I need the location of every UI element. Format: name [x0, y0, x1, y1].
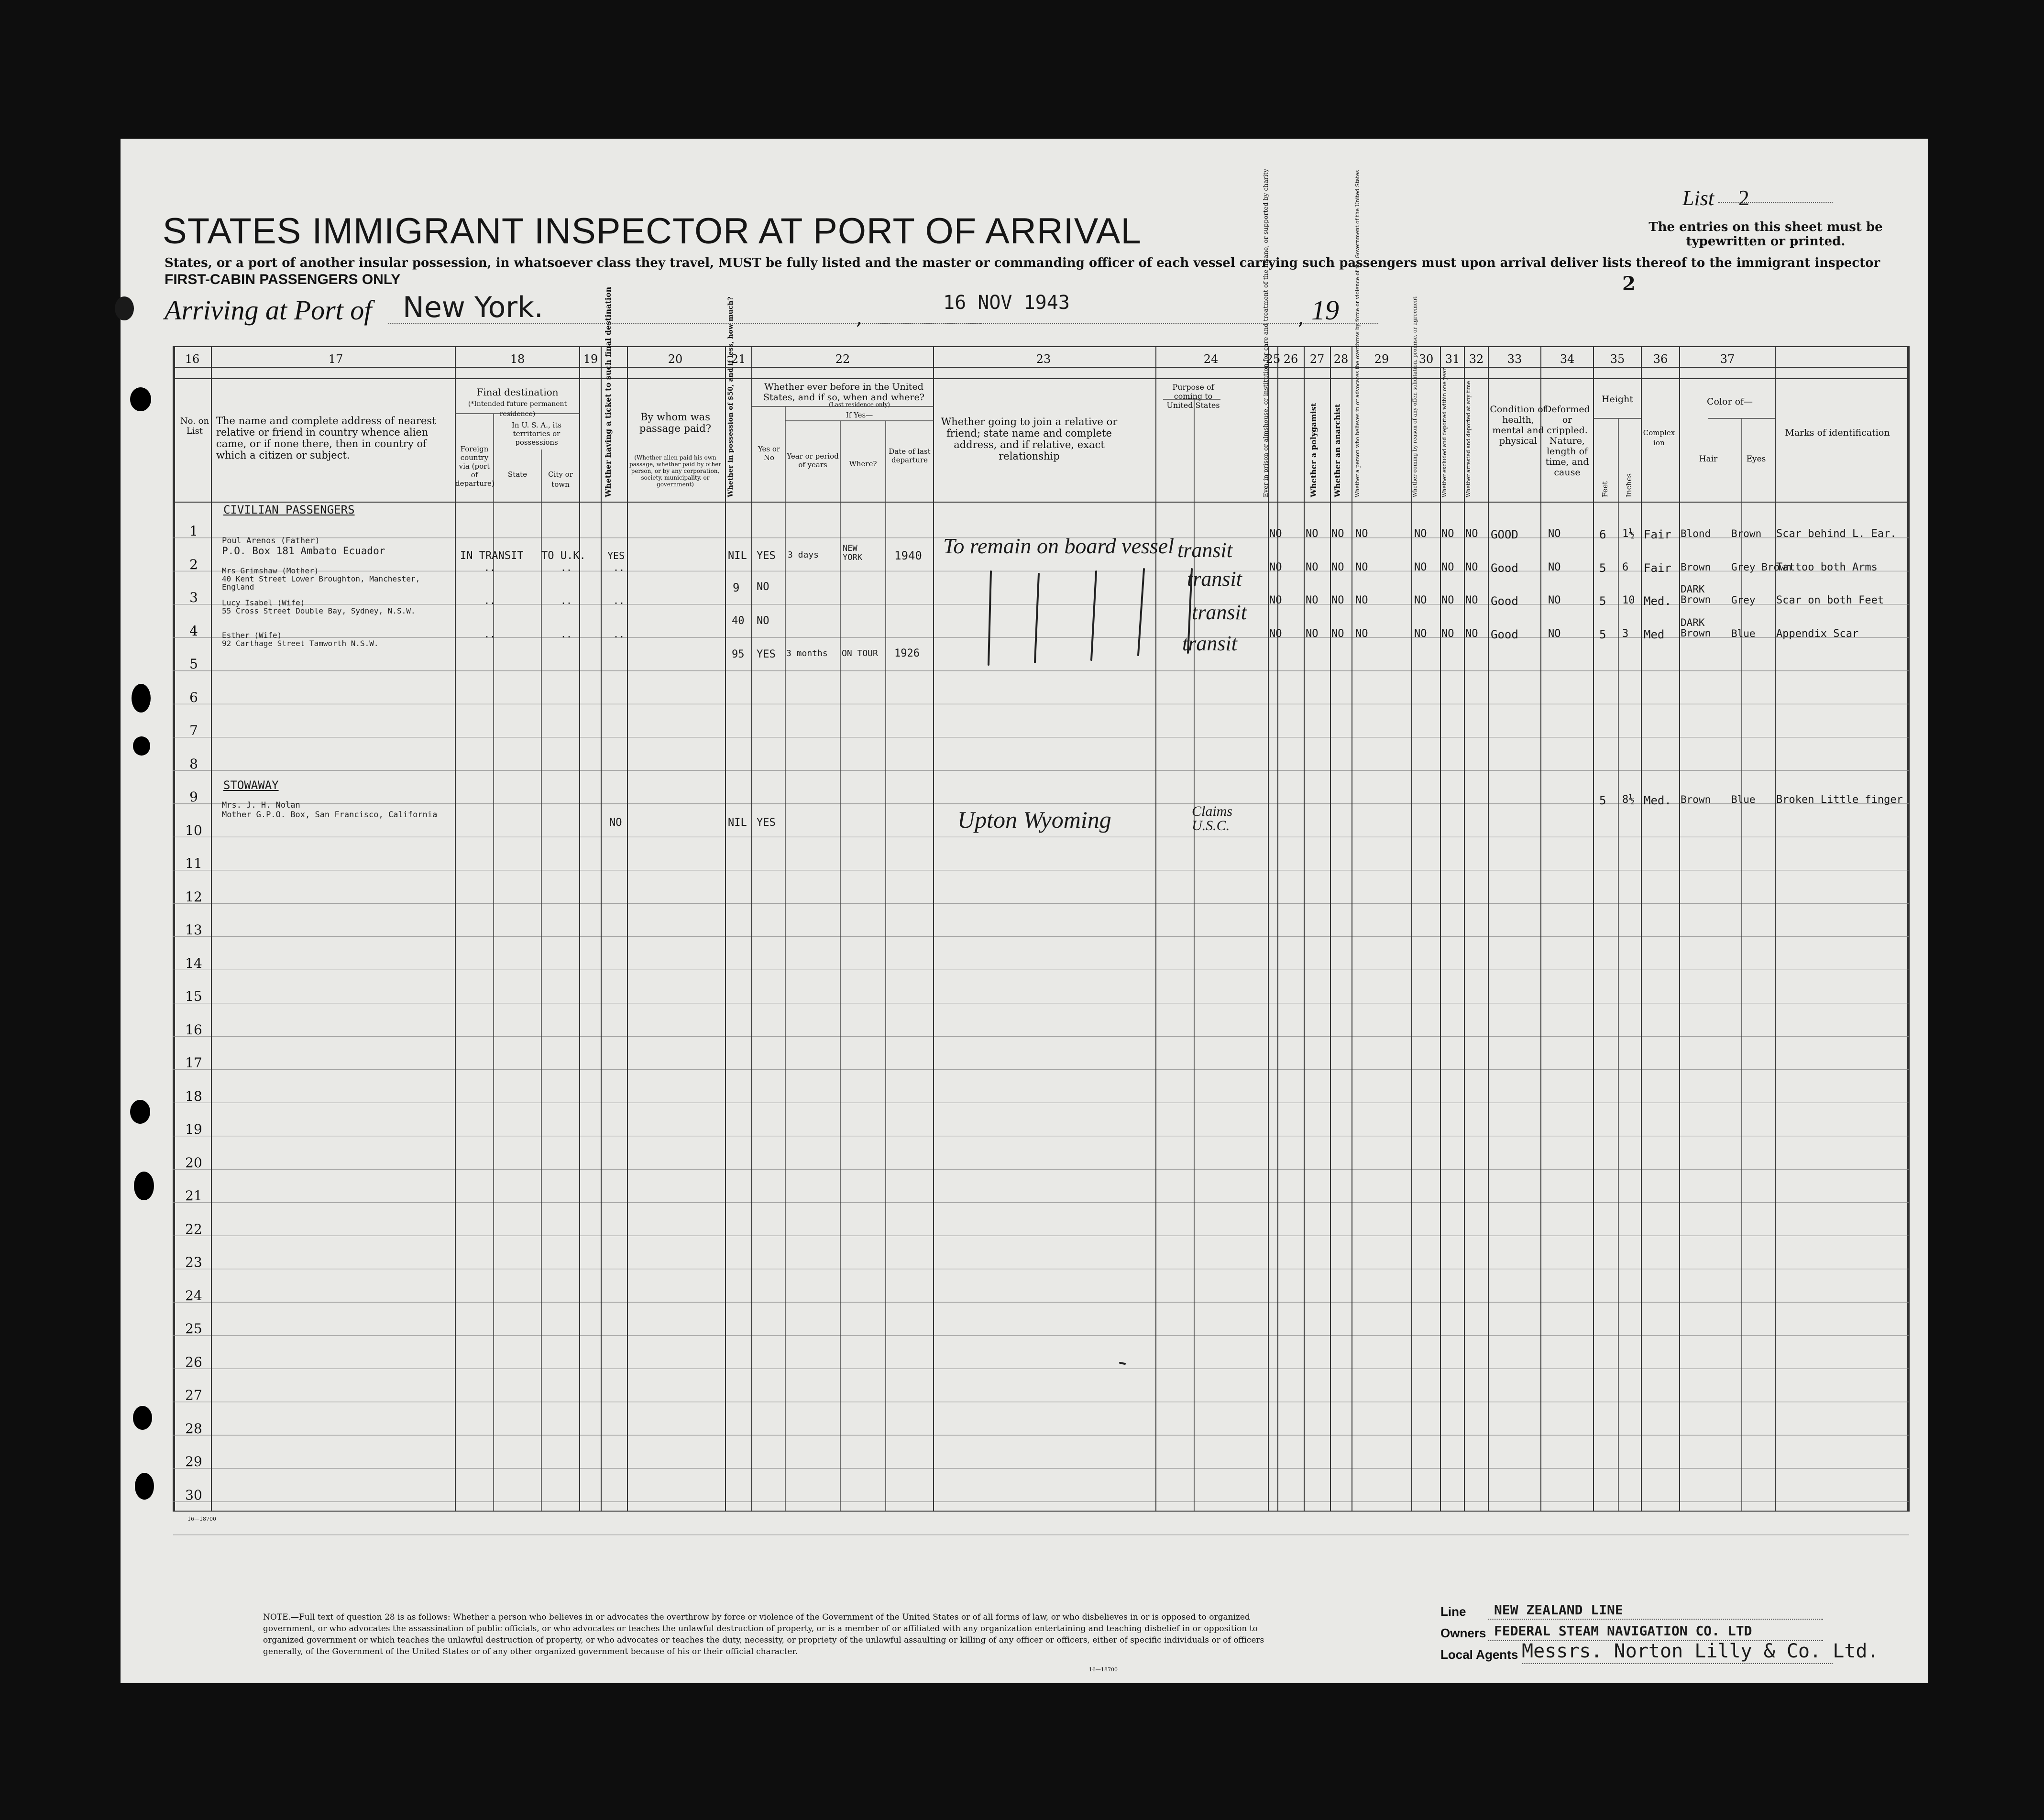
- row-marks-value: Scar behind L. Ear.: [1776, 528, 1897, 540]
- row-number: 19: [185, 1121, 202, 1137]
- column-number: 20: [668, 352, 683, 366]
- line-label: Line: [1440, 1604, 1466, 1619]
- col-31-header: Whether arrested and deported at any time: [1465, 381, 1472, 497]
- comma-1: ,: [856, 307, 862, 329]
- row-number: 4: [189, 623, 198, 639]
- row4-before: YES: [757, 648, 776, 660]
- row-inches-value: 10: [1622, 594, 1635, 606]
- row-complexion-value: Fair: [1644, 528, 1671, 541]
- col-17-header: The name and complete address of nearest relative or friend in country whence alien came, or if none there, then in country of which a citizen or subject.: [216, 415, 436, 461]
- comma-2: ,: [1298, 307, 1304, 329]
- row-number: 6: [189, 689, 198, 705]
- row-c25-value: NO: [1269, 627, 1282, 640]
- ditto-mark: ..: [613, 561, 625, 573]
- list-label-text: List: [1682, 186, 1714, 210]
- col-21-header: Whether in possession of $50, and if less, how much?: [727, 296, 735, 497]
- column-number: 29: [1374, 352, 1389, 366]
- row-c30-value: NO: [1441, 561, 1454, 573]
- row-c29-value: NO: [1414, 528, 1427, 540]
- line-dotline: [1488, 1619, 1823, 1620]
- col-18-city: City or town: [548, 470, 573, 489]
- row-health-value: GOOD: [1491, 528, 1518, 541]
- column-number: 16: [185, 352, 200, 366]
- row-number: 30: [185, 1487, 202, 1503]
- row-health-value: Good: [1491, 627, 1518, 641]
- form-code-bottom: 16—18700: [1089, 1667, 1118, 1673]
- col-23-header: Whether going to join a relative or friend; state name and complete address, and if relative, exact relationship: [941, 416, 1118, 462]
- row-c27-value: NO: [1331, 528, 1344, 540]
- row9-ticket: NO: [609, 817, 622, 829]
- row-hair-value: DARK Brown: [1681, 616, 1711, 639]
- column-number: 19: [583, 352, 598, 366]
- row1-where: NEW YORK: [843, 544, 862, 562]
- arrival-date: 16 NOV 1943: [943, 292, 1070, 314]
- col-18-note: (*Intended future permanent residence): [468, 400, 567, 418]
- row4-purpose: transit: [1182, 632, 1237, 655]
- row1-city: TO U.K.: [541, 550, 586, 562]
- col-24-header: Purpose of coming to United States: [1166, 383, 1220, 410]
- col-22-ifyes: If Yes—: [846, 411, 873, 419]
- column-number: 31: [1445, 352, 1460, 366]
- row-c27-value: NO: [1331, 594, 1344, 606]
- row-number: 5: [189, 656, 198, 672]
- row9-relative: Mrs. J. H. Nolan: [222, 800, 300, 810]
- row-c28-value: NO: [1355, 627, 1368, 640]
- row-number: 25: [185, 1321, 202, 1337]
- row-eyes-value: Brown: [1731, 528, 1762, 539]
- row-number: 12: [185, 888, 202, 905]
- row-feet-value: 6: [1599, 528, 1606, 541]
- binder-hole: [132, 684, 151, 713]
- column-number: 32: [1469, 352, 1484, 366]
- row4-departure: 1926: [894, 647, 920, 659]
- row-health-value: Good: [1491, 594, 1518, 608]
- row-number: 22: [185, 1221, 202, 1237]
- binder-hole: [134, 1172, 154, 1200]
- row-c31-value: NO: [1465, 594, 1478, 606]
- form-code-left: 16—18700: [187, 1516, 216, 1522]
- row4-money: 95: [732, 648, 745, 660]
- column-number: 26: [1283, 352, 1298, 366]
- row-inches-value: 1½: [1622, 528, 1635, 540]
- col-18-usa: In U. S. A., its territories or possessions: [511, 421, 562, 447]
- row-deformed-value: NO: [1548, 627, 1561, 640]
- col-22-period: Year or period of years: [787, 452, 839, 469]
- col-20-header: By whom was passage paid?: [639, 411, 711, 434]
- row-number: 9: [189, 789, 198, 805]
- row-number: 11: [185, 855, 202, 871]
- row-number: 18: [185, 1088, 202, 1104]
- year-label: 19: [1311, 295, 1339, 326]
- row4-address: 92 Carthage Street Tamworth N.S.W.: [222, 639, 379, 648]
- row-c27-value: NO: [1331, 627, 1344, 640]
- col-36-eyes: Eyes: [1746, 454, 1766, 464]
- row-number: 7: [189, 723, 198, 738]
- row-c29-value: NO: [1414, 627, 1427, 640]
- ditto-mark: ..: [484, 561, 496, 573]
- row-c27-value: NO: [1331, 561, 1344, 573]
- ditto-mark: ..: [560, 595, 572, 606]
- manifest-sheet: [121, 139, 1928, 1683]
- agents-value: Messrs. Norton Lilly & Co. Ltd.: [1522, 1640, 1879, 1662]
- row-number: 16: [185, 1021, 202, 1038]
- binder-hole: [133, 736, 150, 756]
- row1-departure: 1940: [894, 549, 922, 562]
- col-36-header: Color of—: [1706, 396, 1753, 407]
- row-hair-value: Blond: [1681, 528, 1711, 539]
- row2-address: 40 Kent Street Lower Broughton, Manchester, England: [222, 574, 420, 592]
- row-hair-value: DARK Brown: [1681, 583, 1711, 605]
- row-inches-value: 3: [1622, 627, 1629, 640]
- row-number: 1: [189, 523, 198, 539]
- row-number: 23: [185, 1254, 202, 1270]
- col-26-header: Whether a polygamist: [1309, 403, 1318, 497]
- row-number: 8: [189, 756, 198, 772]
- row-inches-value: 8½: [1622, 794, 1635, 806]
- row-complexion-value: Fair: [1644, 561, 1671, 575]
- row-c30-value: NO: [1441, 627, 1454, 640]
- col-18-state: State: [507, 470, 527, 479]
- row-hair-value: Brown: [1681, 794, 1711, 805]
- row-eyes-value: Blue: [1731, 794, 1756, 805]
- row-c30-value: NO: [1441, 528, 1454, 540]
- row9-money: NIL: [728, 817, 747, 829]
- agents-dotline: [1522, 1663, 1833, 1664]
- binder-hole: [133, 1406, 152, 1430]
- row3-relative: Lucy Isabel (Wife): [222, 598, 305, 607]
- typed-note: The entries on this sheet must be typewritten or printed.: [1648, 220, 1883, 249]
- col-37-header: Marks of identification: [1785, 428, 1890, 438]
- row-c29-value: NO: [1414, 594, 1427, 606]
- section-civilian: CIVILIAN PASSENGERS: [223, 503, 355, 516]
- col-36-hair: Hair: [1699, 454, 1718, 464]
- row-number: 10: [185, 822, 202, 838]
- section-stowaway: STOWAWAY: [223, 778, 279, 792]
- binder-hole: [130, 1100, 150, 1124]
- binder-hole: [130, 387, 151, 411]
- column-number: 22: [835, 352, 850, 366]
- owners-value: FEDERAL STEAM NAVIGATION CO. LTD: [1494, 1623, 1752, 1639]
- row1-purpose: transit: [1177, 538, 1232, 562]
- column-number: 21: [731, 352, 746, 366]
- col-22-note: (Last residence only): [829, 401, 890, 408]
- row-deformed-value: NO: [1548, 594, 1561, 606]
- row-complexion-value: Med.: [1644, 794, 1671, 807]
- ditto-mark: ..: [560, 561, 572, 573]
- col-35-header: Complexion: [1643, 428, 1675, 447]
- row3-money: 40: [732, 615, 745, 627]
- row-number: 15: [185, 988, 202, 1004]
- row3-before: NO: [757, 615, 769, 627]
- row9-before: YES: [757, 817, 776, 829]
- row-number: 17: [185, 1055, 202, 1071]
- col-22-departure: Date of last departure: [889, 447, 931, 464]
- row1-before: YES: [757, 550, 776, 562]
- arriving-label: Arriving at Port of: [165, 295, 372, 326]
- row1-foreign: IN TRANSIT: [460, 550, 524, 562]
- col-18-foreign: Foreign country via (port of departure): [455, 445, 495, 488]
- row9-joining: Upton Wyoming: [957, 806, 1111, 833]
- row4-period: 3 months: [786, 648, 828, 658]
- ditto-mark: ..: [484, 628, 496, 640]
- row-feet-value: 5: [1599, 594, 1606, 608]
- row-deformed-value: NO: [1548, 561, 1561, 573]
- owners-label: Owners: [1440, 1626, 1486, 1640]
- passenger-class-line: FIRST-CABIN PASSENGERS ONLY: [165, 272, 401, 287]
- ditto-mark: ..: [484, 595, 496, 606]
- col-20-note: (Whether alien paid his own passage, whether paid by other person, or by any corporation, society, municipality, or government): [629, 454, 722, 488]
- row-c26-value: NO: [1306, 561, 1319, 573]
- row2-before: NO: [757, 581, 769, 593]
- agents-label: Local Agents: [1440, 1647, 1518, 1662]
- row-number: 29: [185, 1454, 202, 1469]
- row9-purpose: Claims U.S.C.: [1192, 803, 1233, 833]
- row-c25-value: NO: [1269, 528, 1282, 540]
- row-marks-value: Tattoo both Arms: [1776, 561, 1878, 573]
- column-number: 30: [1418, 352, 1434, 366]
- row-c26-value: NO: [1306, 528, 1319, 540]
- row-c28-value: NO: [1355, 594, 1368, 606]
- column-number: 23: [1036, 352, 1051, 366]
- row-number: 26: [185, 1354, 202, 1370]
- col-22-header: Whether ever before in the United States, and if so, when and where?: [763, 382, 924, 403]
- row-c26-value: NO: [1306, 594, 1319, 606]
- row-eyes-value: Blue: [1731, 627, 1756, 639]
- line-value: NEW ZEALAND LINE: [1494, 1602, 1623, 1618]
- row-number: 3: [189, 590, 198, 605]
- document-subtitle: States, or a port of another insular possession, in whatsoever class they travel, MUST be fully listed and the master or commanding officer of each vessel carrying such passengers must upon arrival deliver lists thereof to the immigrant inspector: [165, 256, 1880, 270]
- row2-money: 9: [733, 581, 740, 594]
- binder-hole: [135, 1473, 154, 1500]
- row-inches-value: 6: [1622, 561, 1629, 573]
- column-number: 33: [1507, 352, 1522, 366]
- col-16-header: No. on List: [180, 416, 209, 436]
- row4-relative: Esther (Wife): [222, 631, 282, 640]
- column-number: 24: [1203, 352, 1219, 366]
- column-number: 17: [328, 352, 343, 366]
- row-feet-value: 5: [1599, 627, 1606, 641]
- row-hair-value: Brown: [1681, 561, 1711, 573]
- row-feet-value: 5: [1599, 794, 1606, 807]
- port-of-arrival: New York.: [403, 291, 543, 324]
- col-34-feet: Feet: [1601, 481, 1609, 497]
- handwritten-strokes: [121, 139, 1928, 1683]
- ditto-mark: ..: [613, 595, 625, 606]
- row-c28-value: NO: [1355, 561, 1368, 573]
- row-marks-value: Appendix Scar: [1776, 627, 1859, 640]
- row-number: 2: [189, 556, 198, 572]
- ditto-mark: ..: [560, 628, 572, 640]
- row-c31-value: NO: [1465, 528, 1478, 540]
- row1-period: 3 days: [788, 550, 819, 560]
- column-number: 18: [510, 352, 525, 366]
- row-c28-value: NO: [1355, 528, 1368, 540]
- column-number: 36: [1653, 352, 1668, 366]
- footer-note: NOTE.—Full text of question 28 is as follows: Whether a person who believes in or advocates the overthrow by force or violence of the Government of the United States or of all forms of law, or who disbelieves in or is opposed to organized government, or who advocates the assassination of public officials, or who advocates or teaches the unlawful destruction of property, or is a member of or affiliated with any organization entertaining and teaching disbelief in or opposition to organized government or which teaches the unlawful destruction of property, or who advocates or teaches the duty, necessity, or propriety of the unlawful assaulting or killing of any officer or officers, either of specific individuals or of officers generally, of the Government of the United States or of any other organized government because of his or their official character.: [263, 1612, 1264, 1656]
- row-marks-value: Scar on both Feet: [1776, 594, 1884, 606]
- row-number: 21: [185, 1188, 202, 1204]
- col-19-header: Whether having a ticket to such final destination: [604, 286, 613, 497]
- row-number: 28: [185, 1420, 202, 1436]
- row1-address: P.O. Box 181 Ambato Ecuador: [222, 545, 385, 557]
- column-number: 27: [1309, 352, 1325, 366]
- row-marks-value: Broken Little finger: [1776, 794, 1903, 806]
- row-health-value: Good: [1491, 561, 1518, 575]
- row9-address: Mother G.P.O. Box, San Francisco, California: [222, 810, 438, 820]
- row1-money: NIL: [728, 550, 747, 562]
- row3-address: 55 Cross Street Double Bay, Sydney, N.S.W.: [222, 606, 416, 615]
- document-title: STATES IMMIGRANT INSPECTOR AT PORT OF ARRIVAL: [163, 211, 1142, 252]
- col-22-where: Where?: [849, 460, 877, 468]
- col-32-header: Condition of health, mental and physical: [1490, 404, 1547, 446]
- column-number: 25: [1265, 352, 1281, 366]
- column-number: 37: [1720, 352, 1735, 366]
- row-complexion-value: Med: [1644, 627, 1665, 641]
- row-number: 13: [185, 922, 202, 938]
- row1-relative: Poul Arenos (Father): [222, 536, 320, 546]
- row-feet-value: 5: [1599, 561, 1606, 575]
- column-number: 35: [1610, 352, 1625, 366]
- row-number: 27: [185, 1387, 202, 1403]
- row-number: 20: [185, 1154, 202, 1171]
- row-c30-value: NO: [1441, 594, 1454, 606]
- row1-joining: To remain on board vessel: [943, 534, 1174, 558]
- row-number: 24: [185, 1287, 202, 1304]
- col-22-yesno: Yes or No: [758, 445, 780, 462]
- row-number: 14: [185, 955, 202, 971]
- col-30-header: Whether excluded and deported within one year: [1441, 368, 1448, 497]
- row-c31-value: NO: [1465, 561, 1478, 573]
- row-complexion-value: Med.: [1644, 594, 1671, 608]
- row3-purpose: transit: [1192, 601, 1247, 624]
- col-33-header: Deformed or crippled. Nature, length of time, and cause: [1544, 404, 1590, 478]
- ditto-mark: ..: [613, 628, 625, 640]
- col-27-header: Whether an anarchist: [1333, 404, 1342, 497]
- row-c31-value: NO: [1465, 627, 1478, 640]
- sheet-mark: 2: [1622, 273, 1636, 295]
- row-c25-value: NO: [1269, 561, 1282, 573]
- row-c25-value: NO: [1269, 594, 1282, 606]
- row-deformed-value: NO: [1548, 528, 1561, 540]
- col-28-header: Whether a person who believes in or advocates the overthrow by force or violence of the Government of the United States: [1354, 170, 1361, 497]
- torn-corner: [115, 296, 134, 320]
- row2-relative: Mrs Grimshaw (Mother): [222, 566, 319, 575]
- col-25-header: Ever in prison or almshouse, or institution for care and treatment of the insane, or supported by charity: [1263, 169, 1270, 497]
- col-34-header: Height: [1602, 394, 1633, 405]
- column-number: 28: [1333, 352, 1349, 366]
- row-c26-value: NO: [1306, 627, 1319, 640]
- row2-purpose: transit: [1187, 567, 1242, 591]
- row-eyes-value: Grey: [1731, 594, 1756, 606]
- row4-where: ON TOUR: [842, 648, 878, 658]
- row-c29-value: NO: [1414, 561, 1427, 573]
- row1-ticket: YES: [607, 550, 625, 561]
- col-18-header: Final destination: [476, 386, 559, 398]
- col-34-inches: Inches: [1625, 473, 1633, 497]
- column-number: 34: [1560, 352, 1575, 366]
- row-eyes-value: Grey Brown: [1731, 561, 1792, 573]
- list-number: 2: [1738, 186, 1750, 210]
- col-29-header: Whether coming by reason of any offer, solicitation, promise, or agreement: [1412, 296, 1418, 497]
